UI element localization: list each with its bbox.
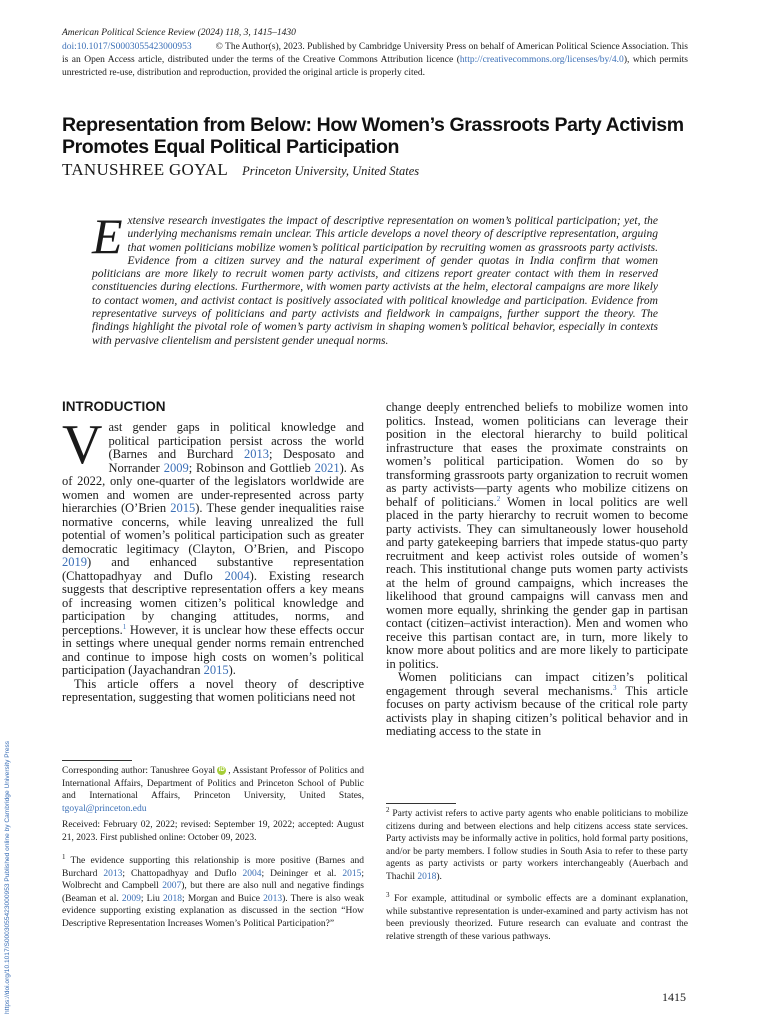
footnote-divider-right <box>386 803 456 804</box>
ref-link[interactable]: 2013 <box>263 893 283 904</box>
footnote-divider-left <box>62 760 132 761</box>
text-run: Corresponding author: Tanushree Goyal <box>62 766 216 776</box>
text-run: ast gender gaps in political knowledge and political participation persist across the world (Barnes and Burchard <box>108 420 364 461</box>
ref-link[interactable]: 2009 <box>121 893 141 904</box>
page-number: 1415 <box>662 990 686 1004</box>
intro-paragraph-1 <box>62 414 365 678</box>
ref-link[interactable]: 2015 <box>170 501 196 515</box>
text-run: Women politicians can impact citizen’s political engagement through several mechanisms. <box>386 670 688 698</box>
license-text-a: © The Author(s), 2023. Published by Cambridge University Press on behalf of American Political Science Association. This is an Open Access article, distributed under the terms of the Creative Commons Attribution licence ( <box>62 42 688 65</box>
text-run: Party activist refers to active party agents who enable politicians to mobilize citizens during and between elections and help citizens access state services. Party activists may be informally active in politics, hold formal party positions, and/or be party members. I follow studies in South Asia to refer to these party agents as party activists or party workers interchangeably (Auerbach and Thachil <box>386 809 688 882</box>
article-title: Representation from Below: How Women’s Grassroots Party Activism Promotes Equal Political Participation <box>62 114 684 158</box>
text-run: ). There is also weak evidence supporting existing explanation as discussed in the section “How Descriptive Representation Increases Women’s Political Participation?” <box>62 893 364 929</box>
ref-link[interactable]: 2015 <box>342 868 362 879</box>
byline <box>62 160 419 180</box>
text-run: ; Robinson and Gottlieb <box>188 460 315 475</box>
intro-paragraph-4 <box>386 671 688 739</box>
orcid-icon[interactable]: iD <box>218 767 225 774</box>
section-heading-introduction: INTRODUCTION <box>62 399 166 414</box>
license-text-b: ), which permits unrestricted re-use, distribution and reproduction, provided the original article is properly cited. <box>62 55 688 78</box>
right-column <box>386 401 688 739</box>
ref-link[interactable]: 2018 <box>417 871 437 882</box>
abstract-text: xtensive research investigates the impact of descriptive representation on women’s political participation; yet, the underlying mechanisms remain unclear. This article develops a novel theory of descriptive representation, arguing that women politicians mobilize women’s political participation by recruiting women as grassroots party activists. Evidence from a citizen survey and the natural experiment of gender quotas in India confirm that women politicians are more likely to recruit women party activists, and citizens report greater contact with them in reserved constituencies during elections. Furthermore, with women party activists at the helm, electoral campaigns are more likely to contact women, and activist contact is positively associated with political knowledge and participation. Evidence from representative surveys of politicians and party activists and fieldwork in campaigns, further support the theory. The findings highlight the pivotal role of women’s party activism in shaping women’s political behavior, especially in contexts with pervasive clientelism and persistent gender unequal norms. <box>92 215 658 347</box>
abstract <box>92 208 658 348</box>
license-notice <box>62 41 688 80</box>
text-run: For example, attitudinal or symbolic effects are a dominant explanation, while substantive representation is under-examined and party activism has not been previously theorized. Future research can evaluate and contrast the relative strength of these various pathways. <box>386 894 688 942</box>
text-run: ; Chattopadhyay and Duflo <box>122 868 243 879</box>
footnote-ref-3[interactable]: 3 <box>613 683 617 692</box>
license-url-link[interactable]: http://creativecommons.org/licenses/by/4.0 <box>459 55 624 65</box>
text-run: ). <box>436 871 442 882</box>
ref-link[interactable]: 2009 <box>163 460 189 475</box>
abstract-drop-cap: E <box>92 208 123 264</box>
text-run: , Assistant Professor of Politics and International Affairs, Department of Politics and Princeton School of Public and International Affairs, Princeton University, United States, <box>62 766 364 802</box>
footnote-number: 1 <box>62 852 66 861</box>
text-run: ; Wolbrecht and Campbell <box>62 868 364 892</box>
text-run: change deeply entrenched beliefs to mobilize women into politics. Instead, women politicians can leverage their position in the electoral hierarchy to build political infrastructure that eases the proximate constraints on women’s political participation. Women do so by transforming grassroots party organization to recruit women as party activists—party agents who mobilize citizens on behalf of politicians. <box>386 400 688 509</box>
ref-link[interactable]: 2004 <box>242 868 262 879</box>
text-run: ; Liu <box>140 893 164 904</box>
ref-link[interactable]: 2015 <box>203 663 229 677</box>
email-link[interactable]: tgoyal@princeton.edu <box>62 803 147 814</box>
footnote-2 <box>386 805 688 884</box>
side-doi-link[interactable]: https://doi.org/10.1017/S0003055423000953 Published online by Cambridge University Press <box>4 740 11 1014</box>
footnote-number: 2 <box>386 805 390 814</box>
ref-link[interactable]: 2013 <box>103 868 123 879</box>
text-run: This article focuses on party activism because of the critical role party activists play in shaping citizen’s political behavior and in mediating access to the state in <box>386 683 688 738</box>
intro-drop-cap: V <box>62 414 103 476</box>
footnote-3 <box>386 890 688 943</box>
journal-citation: American Political Science Review (2024) 118, 3, 1415–1430 <box>62 28 296 38</box>
text-run: ). As of 2022, only one-quarter of the legislators worldwide are women and women are under-represented across party hierarchies (O’Brien <box>62 460 364 515</box>
text-run: ; Morgan and Buice <box>182 893 264 904</box>
intro-paragraph-3 <box>386 401 688 671</box>
ref-link[interactable]: 2007 <box>162 881 182 892</box>
left-column <box>62 414 365 705</box>
text-run: ), but there are also null and negative findings (Beaman et al. <box>62 881 364 904</box>
ref-link[interactable]: 2018 <box>163 893 183 904</box>
text-run: ) and enhanced substantive representation (Chattopadhyay and Duflo <box>62 555 364 583</box>
text-run: However, it is unclear how these effects occur in settings where unequal gender norms remain entrenched and continue to impose high costs on women’s political participation (Jayachandran <box>62 622 364 677</box>
ref-link[interactable]: 2004 <box>224 568 250 583</box>
text-run: ). <box>228 663 236 677</box>
text-run: ). Existing research suggests that descriptive representation offers a key means of increasing women citizen’s political knowledge and participation by changing attitudes, norms, and perceptions. <box>62 568 364 637</box>
text-run: Women in local politics are well placed in the party hierarchy to recruit women to become party activists. They can simultaneously lower household and party gatekeeping barriers that impede status-quo party recruitment and keep activist roles outside of women’s reach. This institutional change puts women party activists at the helm of ground campaigns, which increases the likelihood that ground campaigns will canvass men and women more equally, shrinking the gender gap in partisan contact (citizen–activist interaction). Men and women who receive this partisan contact are, in turn, more likely to know more about politics and are more likely to participate in politics. <box>386 494 688 671</box>
author-affiliation: Princeton University, United States <box>242 164 420 178</box>
ref-link[interactable]: 2013 <box>243 447 269 461</box>
ref-link[interactable]: 2019 <box>62 555 87 569</box>
author-name: TANUSHREE GOYAL <box>62 160 229 179</box>
text-run: ). These gender inequalities raise normative concerns, while leaving unrealized the full potential of women’s political participation such as greater democratic legitimacy (Clayton, O’Brien, and Piscopo <box>62 501 365 556</box>
footnote-ref-1[interactable]: 1 <box>122 622 127 631</box>
text-run: ; Deininger et al. <box>261 868 343 879</box>
corresponding-author-note <box>62 765 364 815</box>
footnote-number: 3 <box>386 890 390 899</box>
footnote-ref-2[interactable]: 2 <box>496 494 501 503</box>
text-run: The evidence supporting this relationship is more positive (Barnes and Burchard <box>62 856 364 879</box>
received-dates: Received: February 02, 2022; revised: September 19, 2022; accepted: August 21, 2023. First published online: October 09, 2023. <box>62 820 364 843</box>
ref-link[interactable]: 2021 <box>314 460 340 475</box>
intro-paragraph-2: This article offers a novel theory of descriptive representation, suggesting that women politicians need not <box>62 676 364 704</box>
text-run: ; Desposato and Norrander <box>108 447 364 475</box>
doi-link[interactable]: doi:10.1017/S0003055423000953 <box>62 42 192 52</box>
footnote-1 <box>62 852 364 931</box>
